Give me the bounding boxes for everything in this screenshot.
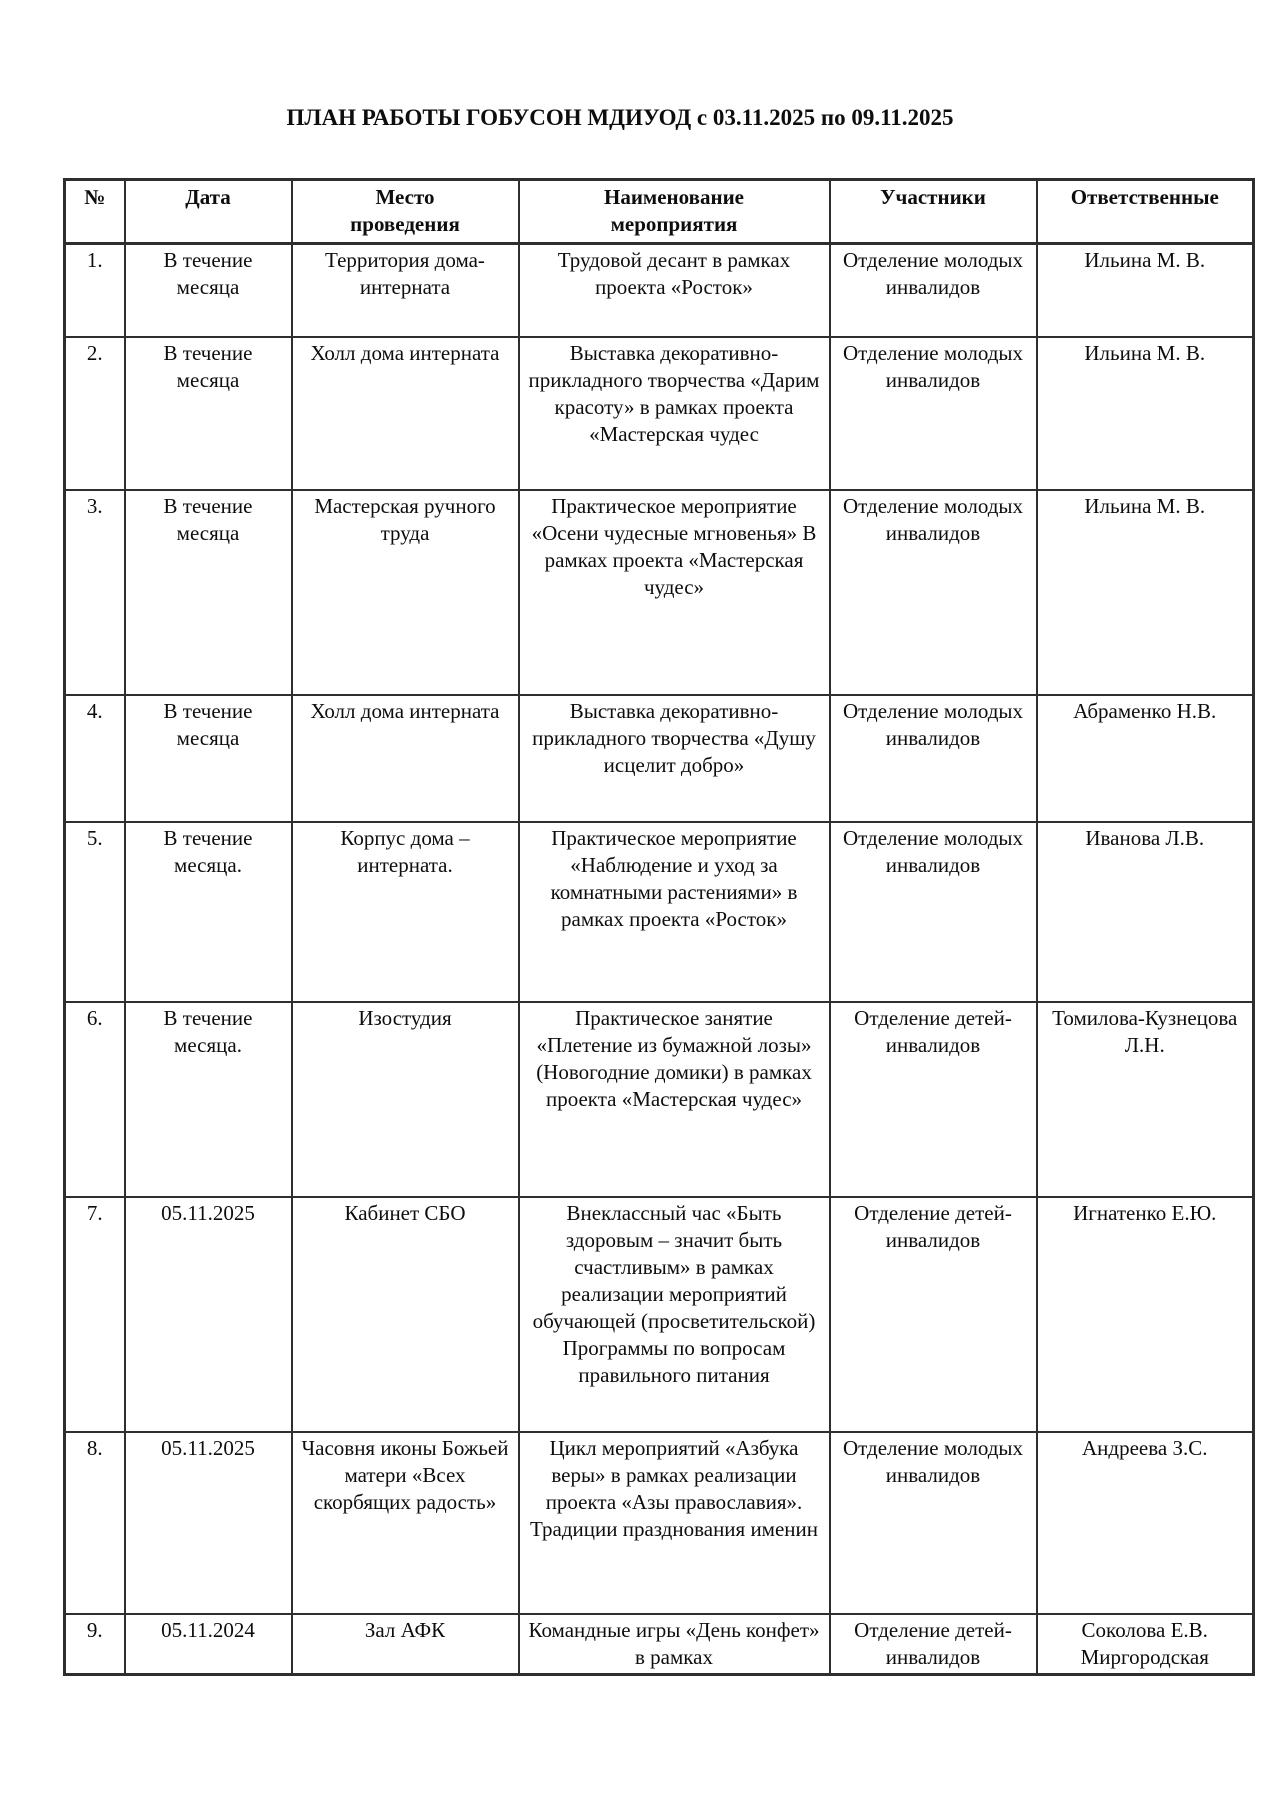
cell-date: В течение месяца [125,337,292,490]
cell-place: Кабинет СБО [292,1197,519,1432]
cell-num: 3. [65,490,125,695]
table-row [65,337,1254,490]
table-header-row [65,180,1254,244]
cell-event: Выставка декоративно-прикладного творчества «Душу исцелит добро» [519,695,830,822]
table-row [65,1002,1254,1197]
cell-num: 9. [65,1614,125,1675]
cell-event: Практическое мероприятие «Наблюдение и уход за комнатными растениями» в рамках проекта «Росток» [519,822,830,1002]
cell-event: Практическое мероприятие «Осени чудесные мгновенья» В рамках проекта «Мастерская чудес» [519,490,830,695]
cell-responsible: Ильина М. В. [1037,244,1254,337]
cell-date: В течение месяца. [125,822,292,1002]
column-header-participants: Участники [830,180,1037,244]
cell-date: 05.11.2024 [125,1614,292,1675]
cell-responsible: Ильина М. В. [1037,490,1254,695]
cell-responsible: Томилова-Кузнецова Л.Н. [1037,1002,1254,1197]
table-header [65,180,1254,244]
cell-event: Выставка декоративно-прикладного творчества «Дарим красоту» в рамках проекта «Мастерская чудес [519,337,830,490]
work-plan-table [63,178,1255,1676]
cell-participants: Отделение молодых инвалидов [830,822,1037,1002]
column-header-responsible: Ответственные [1037,180,1254,244]
cell-participants: Отделение молодых инвалидов [830,1432,1037,1614]
cell-place: Холл дома интерната [292,695,519,822]
cell-participants: Отделение детей-инвалидов [830,1002,1037,1197]
table-body [65,244,1254,1675]
cell-place: Холл дома интерната [292,337,519,490]
cell-date: 05.11.2025 [125,1432,292,1614]
table-row [65,822,1254,1002]
cell-place: Территория дома-интерната [292,244,519,337]
cell-place: Корпус дома – интерната. [292,822,519,1002]
cell-event: Цикл мероприятий «Азбука веры» в рамках реализации проекта «Азы православия». Традиции празднования именин [519,1432,830,1614]
cell-responsible: Игнатенко Е.Ю. [1037,1197,1254,1432]
cell-date: В течение месяца [125,244,292,337]
cell-num: 8. [65,1432,125,1614]
cell-participants: Отделение молодых инвалидов [830,337,1037,490]
table-row [65,1614,1254,1675]
cell-date: 05.11.2025 [125,1197,292,1432]
cell-num: 1. [65,244,125,337]
cell-place: Мастерская ручного труда [292,490,519,695]
cell-place: Изостудия [292,1002,519,1197]
cell-participants: Отделение детей-инвалидов [830,1197,1037,1432]
cell-date: В течение месяца [125,490,292,695]
cell-num: 4. [65,695,125,822]
cell-num: 6. [65,1002,125,1197]
cell-participants: Отделение молодых инвалидов [830,244,1037,337]
column-header-num: № [65,180,125,244]
cell-event: Командные игры «День конфет» в рамках [519,1614,830,1675]
table-row [65,1197,1254,1432]
cell-participants: Отделение детей-инвалидов [830,1614,1037,1675]
table-row [65,244,1254,337]
cell-place: Зал АФК [292,1614,519,1675]
cell-responsible: Ильина М. В. [1037,337,1254,490]
cell-responsible: Иванова Л.В. [1037,822,1254,1002]
column-header-event: Наименование мероприятия [519,180,830,244]
cell-num: 5. [65,822,125,1002]
cell-event: Трудовой десант в рамках проекта «Росток» [519,244,830,337]
cell-participants: Отделение молодых инвалидов [830,490,1037,695]
column-header-place: Место проведения [292,180,519,244]
cell-participants: Отделение молодых инвалидов [830,695,1037,822]
cell-date: В течение месяца [125,695,292,822]
column-header-date: Дата [125,180,292,244]
table-row [65,1432,1254,1614]
cell-responsible: Андреева З.С. [1037,1432,1254,1614]
document-title: ПЛАН РАБОТЫ ГОБУСОН МДИУОД с 03.11.2025 по 09.11.2025 [286,105,954,130]
cell-date: В течение месяца. [125,1002,292,1197]
cell-responsible: Абраменко Н.В. [1037,695,1254,822]
cell-event: Практическое занятие «Плетение из бумажной лозы» (Новогодние домики) в рамках проекта «Мастерская чудес» [519,1002,830,1197]
cell-event: Внеклассный час «Быть здоровым – значит быть счастливым» в рамках реализации мероприятий обучающей (просветительской) Программы по вопросам правильного питания [519,1197,830,1432]
table-row [65,695,1254,822]
cell-place: Часовня иконы Божьей матери «Всех скорбящих радость» [292,1432,519,1614]
table-row [65,490,1254,695]
cell-responsible: Соколова Е.В. Миргородская [1037,1614,1254,1675]
cell-num: 2. [65,337,125,490]
cell-num: 7. [65,1197,125,1432]
